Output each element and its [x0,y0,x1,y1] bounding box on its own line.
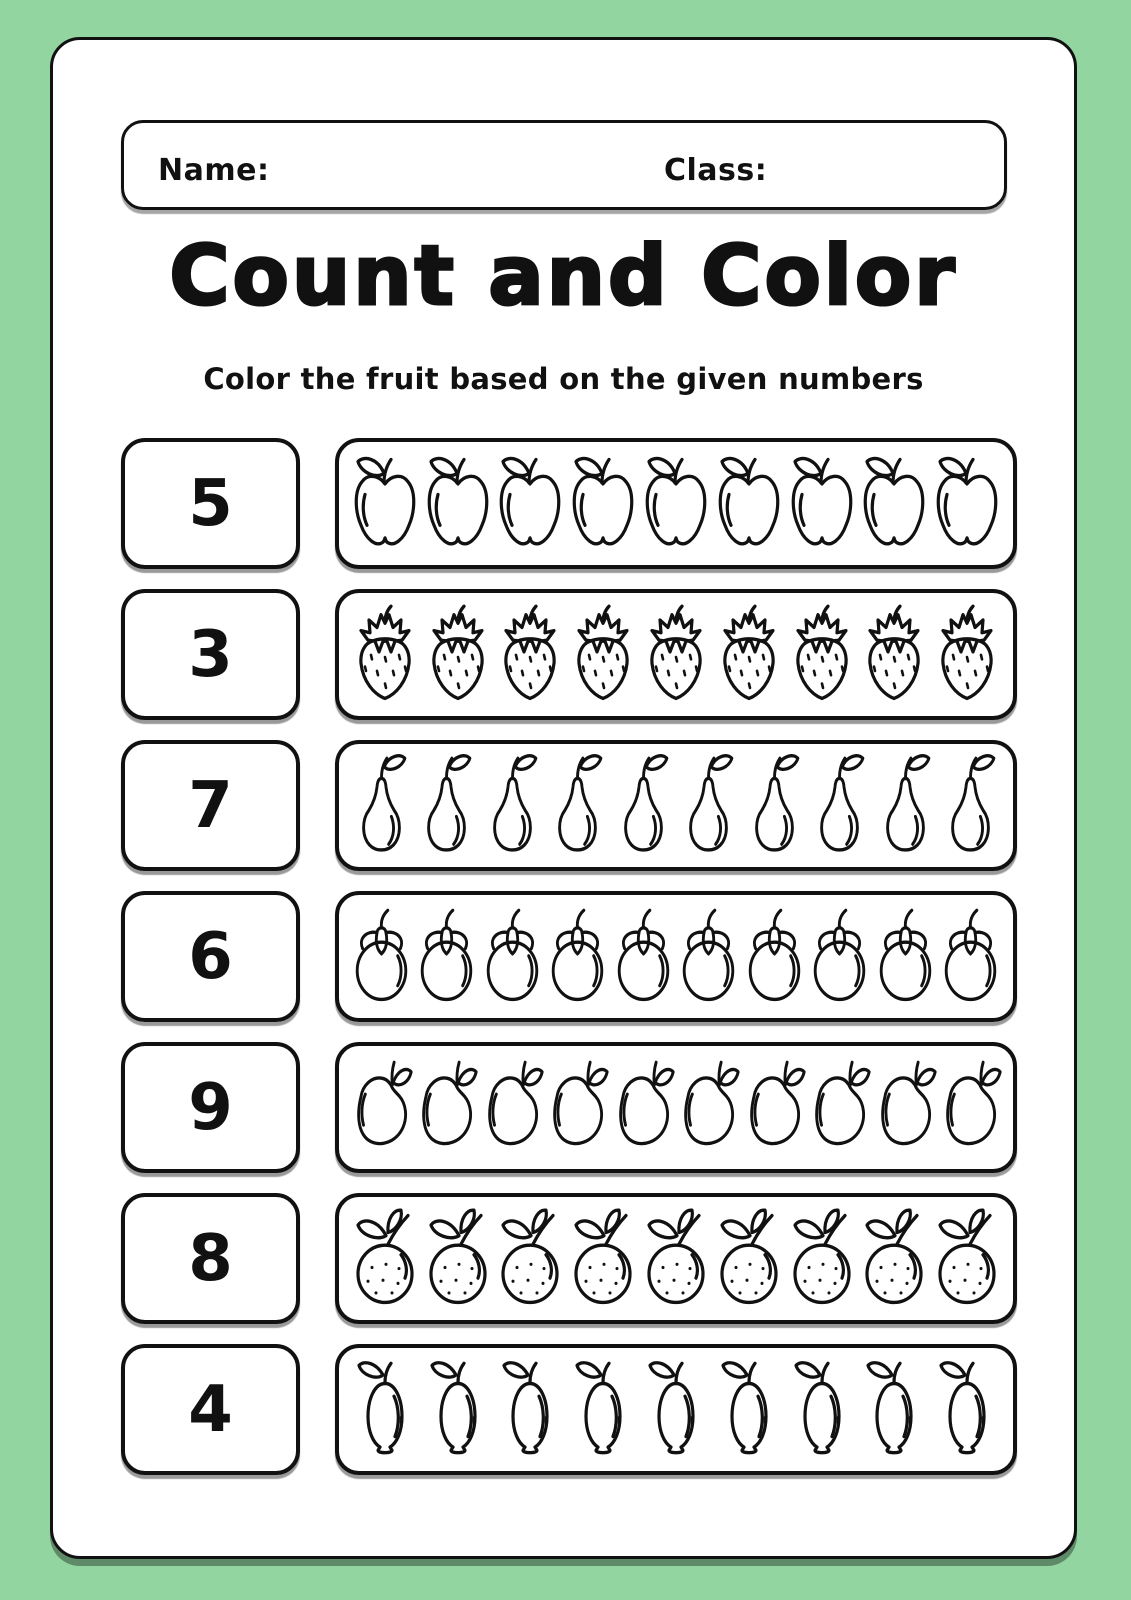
apple-icon [423,451,493,557]
pear-icon [350,753,413,859]
row-number: 6 [188,919,233,994]
lemon-icon [641,1357,711,1463]
count-row [121,1042,1017,1173]
row-number: 9 [188,1070,233,1145]
pear-icon [743,753,806,859]
worksheet-title: Count and Color [169,229,958,324]
strawberry-icon [787,602,857,708]
apple-icon [859,451,929,557]
number-box [121,1193,300,1324]
mango-icon [612,1055,675,1161]
orange-icon [859,1206,929,1312]
orange-icon [568,1206,638,1312]
name-label: Name: [158,153,270,188]
number-box [121,740,300,871]
number-box [121,438,300,569]
fruit-row-box [335,891,1017,1022]
count-row [121,438,1017,569]
mangosteen-icon [612,904,675,1010]
lemon-icon [787,1357,857,1463]
name-class-box [121,120,1007,210]
apple-icon [787,451,857,557]
pear-icon [677,753,740,859]
mangosteen-icon [808,904,871,1010]
number-box [121,1344,300,1475]
mangosteen-icon [743,904,806,1010]
lemon-icon [350,1357,420,1463]
row-number: 5 [188,466,233,541]
pear-icon [415,753,478,859]
mango-icon [874,1055,937,1161]
orange-icon [714,1206,784,1312]
count-row [121,891,1017,1022]
worksheet-instructions: Color the fruit based on the given numbers [203,362,924,396]
strawberry-icon [568,602,638,708]
mangosteen-icon [939,904,1002,1010]
apple-icon [568,451,638,557]
fruit-row-box [335,1344,1017,1475]
lemon-icon [495,1357,565,1463]
strawberry-icon [859,602,929,708]
orange-icon [787,1206,857,1312]
apple-icon [495,451,565,557]
mangosteen-icon [677,904,740,1010]
mango-icon [481,1055,544,1161]
count-row [121,589,1017,720]
mango-icon [743,1055,806,1161]
pear-icon [612,753,675,859]
lemon-icon [859,1357,929,1463]
row-number: 3 [188,617,233,692]
mangosteen-icon [481,904,544,1010]
lemon-icon [714,1357,784,1463]
orange-icon [350,1206,420,1312]
mango-icon [939,1055,1002,1161]
strawberry-icon [495,602,565,708]
class-label: Class: [664,153,768,188]
row-number: 4 [188,1372,233,1447]
lemon-icon [568,1357,638,1463]
mango-icon [350,1055,413,1161]
mango-icon [415,1055,478,1161]
mangosteen-icon [350,904,413,1010]
count-rows [121,438,1017,1495]
fruit-row-box [335,589,1017,720]
orange-icon [495,1206,565,1312]
strawberry-icon [932,602,1002,708]
strawberry-icon [350,602,420,708]
strawberry-icon [423,602,493,708]
mango-icon [808,1055,871,1161]
orange-icon [932,1206,1002,1312]
orange-icon [423,1206,493,1312]
pear-icon [939,753,1002,859]
pear-icon [481,753,544,859]
number-box [121,891,300,1022]
fruit-row-box [335,1042,1017,1173]
pear-icon [874,753,937,859]
strawberry-icon [641,602,711,708]
apple-icon [714,451,784,557]
mango-icon [546,1055,609,1161]
mango-icon [677,1055,740,1161]
pear-icon [808,753,871,859]
lemon-icon [423,1357,493,1463]
fruit-row-box [335,740,1017,871]
pear-icon [546,753,609,859]
count-row [121,740,1017,871]
count-row [121,1193,1017,1324]
mangosteen-icon [546,904,609,1010]
apple-icon [641,451,711,557]
count-row [121,1344,1017,1475]
number-box [121,589,300,720]
row-number: 8 [188,1221,233,1296]
apple-icon [932,451,1002,557]
orange-icon [641,1206,711,1312]
row-number: 7 [188,768,233,843]
lemon-icon [932,1357,1002,1463]
strawberry-icon [714,602,784,708]
worksheet-page [50,37,1077,1559]
mangosteen-icon [874,904,937,1010]
mangosteen-icon [415,904,478,1010]
number-box [121,1042,300,1173]
fruit-row-box [335,1193,1017,1324]
apple-icon [350,451,420,557]
fruit-row-box [335,438,1017,569]
